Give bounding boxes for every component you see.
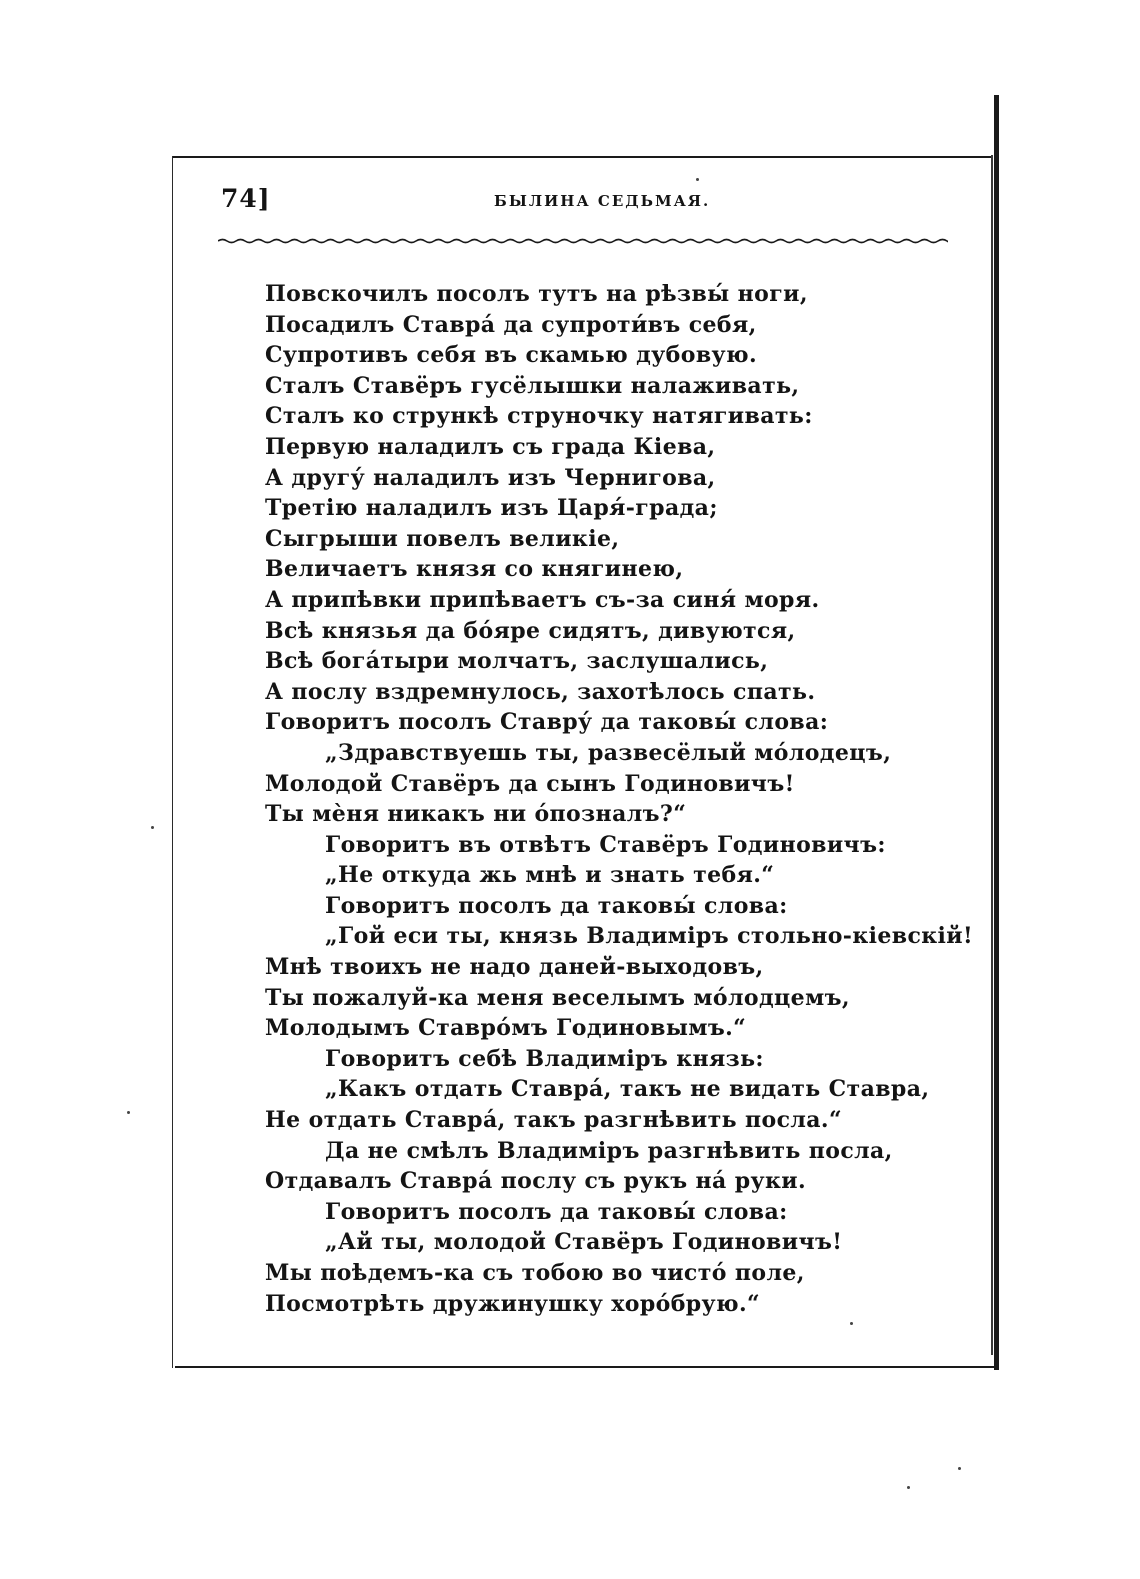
poem-line: Третію наладилъ изъ Царя́-града; [265,495,718,522]
poem-line: Всѣ бога́тыри молчатъ, заслушались, [265,648,769,675]
poem-line: Отдавалъ Ставра́ послу съ рукъ на́ руки. [265,1168,807,1195]
print-speck [151,826,154,829]
poem-line: Повскочилъ посолъ тутъ на рѣзвы́ ноги, [265,281,808,307]
wavy-rule-ornament [218,234,948,248]
poem-line: Мнѣ твоихъ не надо даней-выходовъ, [265,954,764,981]
frame-bottom-rule [175,1366,997,1368]
poem-line: Ты мѐня никакъ ни о́позналъ?“ [265,801,687,828]
poem-line: Молодымъ Ставро́мъ Годиновымъ.“ [265,1015,747,1042]
poem-line: Посадилъ Ставра́ да супроти́въ себя, [265,311,757,338]
poem-line: Ты пожалуй-ка меня веселымъ мо́лодцемъ, [265,984,850,1011]
print-speck [127,1111,130,1114]
print-speck [696,178,699,181]
print-speck [958,1467,961,1470]
poem-line: Сыгрыши повелъ великіе, [265,525,620,552]
poem-line: „Здравствуешь ты, развесёлый мо́лодецъ, [325,739,892,766]
poem-line: Не отдать Ставра́, такъ разгнѣвить посла.“ [265,1107,843,1134]
poem-text [265,279,974,1319]
page-number: 74] [221,184,271,213]
poem-line: Молодой Ставёръ да сынъ Годиновичъ! [265,770,795,797]
poem-line: Говоритъ себѣ Владиміръ князь: [325,1045,764,1072]
frame-top-rule [173,156,991,158]
poem-line: Говоритъ въ отвѣтъ Ставёръ Годиновичъ: [325,831,886,858]
poem-line: Первую наладилъ съ града Кіева, [265,433,716,460]
poem-line: „Гой еси ты, князь Владиміръ стольно-кіевскій! [325,923,974,950]
print-speck [850,1322,853,1325]
poem-line: Говоритъ посолъ Ставру́ да таковы́ слова: [265,709,829,736]
poem-line: Супротивъ себя въ скамью дубовую. [265,342,758,369]
poem-line: Сталъ Ставёръ гусёлышки налаживать, [265,372,800,399]
poem-line: „Ай ты, молодой Ставёръ Годиновичъ! [325,1229,843,1256]
running-head: БЫЛИНА СЕДЬМАЯ. [494,192,711,210]
poem-line: Сталъ ко стрункѣ струночку натягивать: [265,403,813,430]
poem-line: А другу́ наладилъ изъ Чернигова, [265,464,716,491]
poem-line: А послу вздремнулось, захотѣлось спать. [265,678,816,705]
poem-line: Да не смѣлъ Владиміръ разгнѣвить посла, [325,1137,893,1164]
poem-line: Говоритъ посолъ да таковы́ слова: [325,892,788,919]
poem-line: Мы поѣдемъ-ка съ тобою во чисто́ поле, [265,1260,805,1286]
binding-edge-inner [991,155,993,1355]
poem-line: Говоритъ посолъ да таковы́ слова: [325,1198,788,1225]
poem-line: Посмотрѣть дружинушку хоро́брую.“ [265,1290,761,1317]
frame-left-rule [172,156,173,1368]
poem-line: Всѣ князья да бо́яре сидятъ, дивуются, [265,617,796,644]
poem-line: А припѣвки припѣваетъ съ-за синя́ моря. [265,586,820,613]
poem-line: „Какъ отдать Ставра́, такъ не видать Ставра, [325,1076,930,1103]
binding-edge [994,95,999,1370]
poem-line: Величаетъ князя со княгинею, [265,556,684,583]
frame-right-edge [991,95,1003,1370]
poem-line: „Не откуда жь мнѣ и знать тебя.“ [325,862,775,889]
print-speck [907,1486,910,1489]
